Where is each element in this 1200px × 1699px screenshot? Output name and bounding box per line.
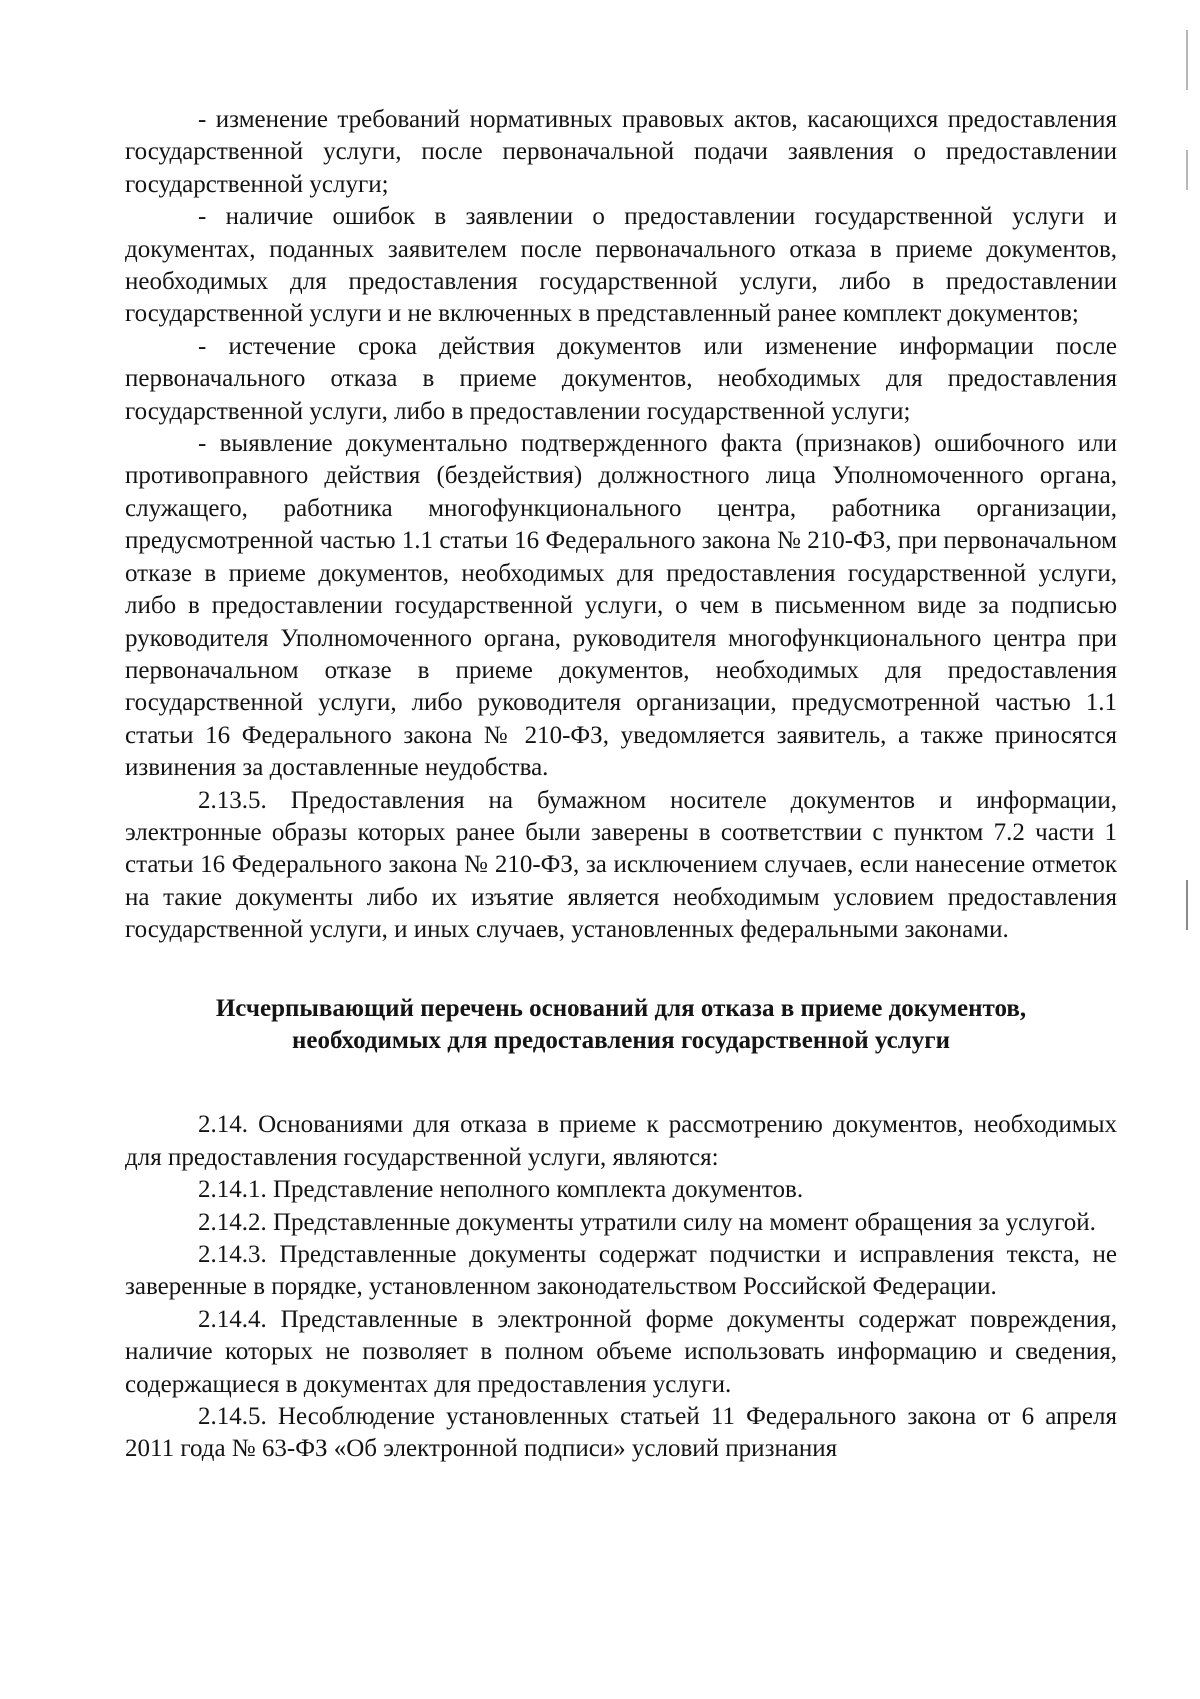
paragraph: 2.14. Основаниями для отказа в приеме к рассмотрению документов, необходимых для предоставления государственной услуги, являются: bbox=[125, 1111, 1117, 1171]
section-heading-line: Исчерпывающий перечень оснований для отказа в приеме документов, bbox=[215, 994, 1027, 1022]
section-heading-line: необходимых для предоставления государственной услуги bbox=[292, 1026, 950, 1054]
scan-edge-mark bbox=[1186, 30, 1188, 90]
paragraph: 2.14.3. Представленные документы содержат подчистки и исправления текста, не заверенные в порядке, установленном законодательством Российской Федерации. bbox=[125, 1241, 1117, 1301]
paragraph: 2.13.5. Предоставления на бумажном носителе документов и информации, электронные образы которых ранее были заверены в соответствии с пунктом 7.2 части 1 статьи 16 Федерального закона № 210-ФЗ, за исключением случаев, если нанесение отметок на такие документы либо их изъятие является необходимым условием предоставления государственной услуги, и иных случаев, установленных федеральными законами. bbox=[125, 786, 1117, 944]
scan-edge-mark bbox=[1186, 880, 1188, 930]
paragraph: - изменение требований нормативных правовых актов, касающихся предоставления государственной услуги, после первоначальной подачи заявления о предоставлении государственной услуги; bbox=[125, 106, 1117, 198]
paragraph: 2.14.4. Представленные в электронной форме документы содержат повреждения, наличие которых не позволяет в полном объеме использовать информацию и сведения, содержащиеся в документах для предоставления услуги. bbox=[125, 1305, 1117, 1398]
paragraph: - истечение срока действия документов или изменение информации после первоначального отказа в приеме документов, необходимых для предоставления государственной услуги, либо в предоставлении государственной услуги; bbox=[125, 332, 1117, 425]
paragraph: 2.14.5. Несоблюдение установленных статьей 11 Федерального закона от 6 апреля 2011 года № 63-ФЗ «Об электронной подписи» условий признания bbox=[125, 1403, 1117, 1463]
scan-edge-mark bbox=[1186, 150, 1188, 190]
section-heading bbox=[125, 947, 1117, 1110]
paragraph: 2.14.2. Представленные документы утратили силу на момент обращения за услугой. bbox=[198, 1208, 1096, 1236]
document-body bbox=[125, 104, 1117, 1466]
paragraph: - наличие ошибок в заявлении о предоставлении государственной услуги и документах, поданных заявителем после первоначального отказа в приеме документов, необходимых для предоставления государственной услуги, либо в предоставлении государственной услуги и не включенных в представленный ранее комплект документов; bbox=[125, 203, 1117, 328]
paragraph: - выявление документально подтвержденного факта (признаков) ошибочного или противоправного действия (бездействия) должностного лица Уполномоченного органа, служащего, работника многофункционального центра, работника организации, предусмотренной частью 1.1 статьи 16 Федерального закона № 210-ФЗ, при первоначальном отказе в приеме документов, необходимых для предоставления государственной услуги, либо в предоставлении государственной услуги, о чем в письменном виде за подписью руководителя Уполномоченного органа, руководителя многофункционального центра при первоначальном отказе в приеме документов, необходимых для предоставления государственной услуги, либо руководителя организации, предусмотренной частью 1.1 статьи 16 Федерального закона № 210-ФЗ, уведомляется заявитель, а также приносятся извинения за доставленные неудобства. bbox=[125, 430, 1117, 782]
paragraph: 2.14.1. Представление неполного комплекта документов. bbox=[198, 1176, 804, 1204]
